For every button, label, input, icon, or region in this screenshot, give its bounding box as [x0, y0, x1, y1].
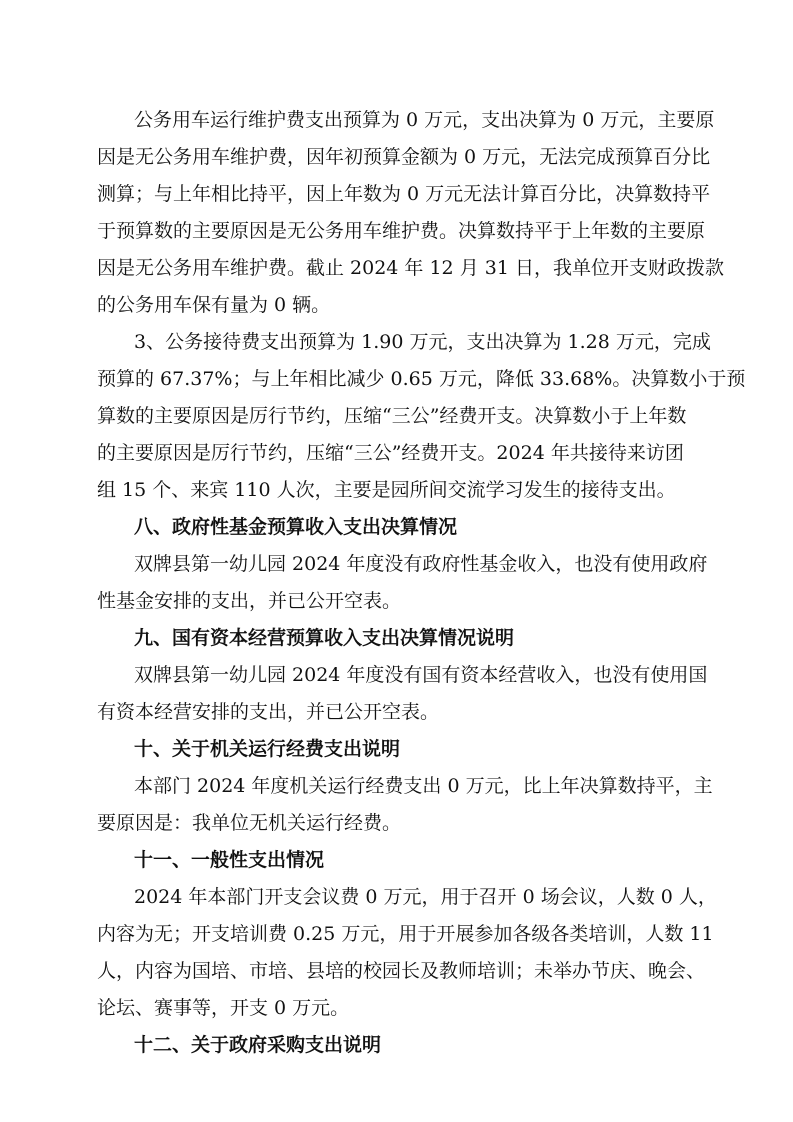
section-11-line: 论坛、赛事等，开支 0 万元。 — [97, 997, 350, 1019]
section-heading-10: 十、关于机关运行经费支出说明 — [134, 738, 401, 760]
section-10-line: 要原因是：我单位无机关运行经费。 — [97, 812, 402, 834]
paragraph-line: 的主要原因是厉行节约，压缩“三公”经费开支。2024 年共接待来访团 — [97, 442, 684, 464]
section-8-line: 双牌县第一幼儿园 2024 年度没有政府性基金收入，也没有使用政府 — [134, 553, 708, 575]
section-9-line: 有资本经营安排的支出，并已公开空表。 — [97, 701, 440, 723]
paragraph-line: 公务用车运行维护费支出预算为 0 万元，支出决算为 0 万元，主要原 — [134, 109, 715, 131]
paragraph-line: 预算的 67.37%；与上年相比减少 0.65 万元，降低 33.68%。决算数小于预 — [97, 368, 746, 390]
section-heading-8: 八、政府性基金预算收入支出决算情况 — [134, 516, 458, 538]
section-9-line: 双牌县第一幼儿园 2024 年度没有国有资本经营收入，也没有使用国 — [134, 664, 708, 686]
paragraph-line: 因是无公务用车维护费，因年初预算金额为 0 万元，无法完成预算百分比 — [97, 146, 711, 168]
section-11-line: 内容为无；开支培训费 0.25 万元，用于开展参加各级各类培训，人数 11 — [97, 923, 714, 945]
section-11-line: 2024 年本部门开支会议费 0 万元，用于召开 0 场会议，人数 0 人， — [134, 886, 717, 908]
paragraph-line: 测算；与上年相比持平，因上年数为 0 万元无法计算百分比，决算数持平 — [97, 183, 711, 205]
section-10-line: 本部门 2024 年度机关运行经费支出 0 万元，比上年决算数持平，主 — [134, 775, 713, 797]
section-heading-12: 十二、关于政府采购支出说明 — [134, 1034, 382, 1056]
paragraph-line: 算数的主要原因是厉行节约，压缩“三公”经费开支。决算数小于上年数 — [97, 405, 687, 427]
section-heading-9: 九、国有资本经营预算收入支出决算情况说明 — [134, 627, 515, 649]
section-8-line: 性基金安排的支出，并已公开空表。 — [97, 590, 402, 612]
section-11-line: 人，内容为国培、市培、县培的校园长及教师培训；未举办节庆、晚会、 — [97, 960, 706, 982]
section-heading-11: 十一、一般性支出情况 — [134, 849, 325, 871]
paragraph-line: 3、公务接待费支出预算为 1.90 万元，支出决算为 1.28 万元，完成 — [134, 331, 711, 353]
paragraph-line: 于预算数的主要原因是无公务用车维护费。决算数持平于上年数的主要原 — [97, 220, 706, 242]
paragraph-line: 因是无公务用车维护费。截止 2024 年 12 月 31 日，我单位开支财政拨款 — [97, 257, 724, 279]
paragraph-line: 组 15 个、来宾 110 人次，主要是园所间交流学习发生的接待支出。 — [97, 479, 676, 501]
paragraph-line: 的公务用车保有量为 0 辆。 — [97, 294, 331, 316]
